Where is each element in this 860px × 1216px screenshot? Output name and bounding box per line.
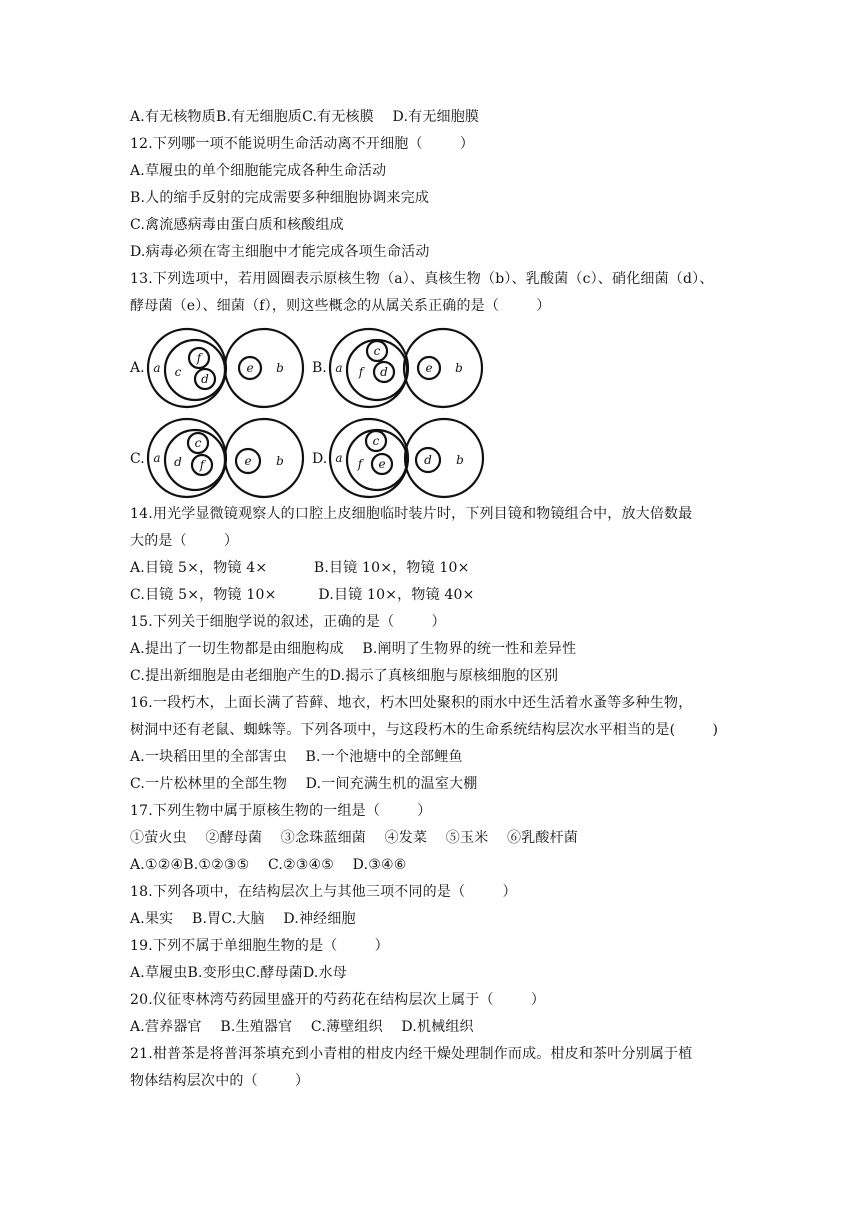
q14-stem-line1: 14.用光学显微镜观察人的口腔上皮细胞临时装片时，下列目镜和物镜组合中，放大倍数最 [130, 506, 693, 522]
label-outer: a [153, 361, 161, 375]
q13-option-b-diagram [312, 326, 502, 411]
label-right-outer: b [276, 454, 284, 468]
option-label: C. [130, 451, 145, 467]
label-outer: a [335, 361, 343, 375]
label-top: f [196, 351, 202, 365]
q13-diagram-options [130, 326, 510, 496]
q21-stem-line2: 物体结构层次中的（ ） [130, 1073, 310, 1089]
option-label: B. [312, 360, 327, 376]
q13-stem-line1: 13.下列选项中，若用圆圈表示原核生物（a）、真核生物（b）、乳酸菌（c）、硝化细菌（d）、 [130, 271, 714, 287]
q13-option-a-diagram [130, 326, 320, 411]
label-top: c [373, 344, 381, 358]
label-bottom: e [378, 457, 386, 471]
q17-stem: 17.下列生物中属于原核生物的一组是（ ） [130, 803, 432, 819]
q15-options-ab: A.提出了一切生物都是由细胞构成 B.阐明了生物界的统一性和差异性 [130, 641, 577, 657]
venn-diagram [130, 416, 320, 506]
label-right-inner: e [425, 361, 433, 375]
label-right-outer: b [276, 361, 284, 375]
q16-options-cd: C.一片松林里的全部生物 D.一间充满生机的温室大棚 [130, 776, 478, 792]
label-right-inner: e [246, 361, 254, 375]
q21-stem-line1: 21.柑普茶是将普洱茶填充到小青柑的柑皮内经干燥处理制作而成。柑皮和茶叶分别属于植 [130, 1046, 693, 1062]
label-mid: f [358, 365, 364, 379]
label-top: c [372, 434, 380, 448]
label-right-outer: b [456, 453, 464, 467]
q18-stem: 18.下列各项中，在结构层次上与其他三项不同的是（ ） [130, 884, 517, 900]
label-outer: a [153, 451, 161, 465]
q14-options-ab: A.目镜 5×，物镜 4× B.目镜 10×，物镜 10× [130, 560, 470, 576]
q17-options: A.①②④B.①②③⑤ C.②③④⑤ D.③④⑥ [130, 857, 407, 873]
q15-stem: 15.下列关于细胞学说的叙述，正确的是（ ） [130, 614, 446, 630]
q19-options: A.草履虫B.变形虫C.酵母菌D.水母 [130, 965, 347, 981]
q12-stem: 12.下列哪一项不能说明生命活动离不开细胞（ ） [130, 136, 475, 152]
label-mid: d [174, 455, 182, 469]
q12-option-a: A.草履虫的单个细胞能完成各种生命活动 [130, 163, 387, 179]
label-bottom: d [201, 372, 209, 386]
q16-stem-line1: 16.一段朽木，上面长满了苔藓、地衣，朽木凹处聚积的雨水中还生活着水蚤等多种生物， [130, 695, 693, 711]
label-top: c [194, 436, 202, 450]
q16-stem-line2: 树洞中还有老鼠、蜘蛛等。下列各项中，与这段朽木的生命系统结构层次水平相当的是( ) [130, 722, 719, 738]
q15-options-cd: C.提出新细胞是由老细胞产生的D.揭示了真核细胞与原核细胞的区别 [130, 668, 559, 684]
q20-options: A.营养器官 B.生殖器官 C.薄壁组织 D.机械组织 [130, 1019, 474, 1035]
q14-options-cd: C.目镜 5×，物镜 10× D.目镜 10×，物镜 40× [130, 587, 475, 603]
q13-option-c-diagram [130, 416, 320, 501]
label-right-outer: b [455, 361, 463, 375]
q12-option-d: D.病毒必须在寄主细胞中才能完成各项生命活动 [130, 244, 430, 260]
venn-diagram [312, 416, 502, 506]
q17-organism-list: ①萤火虫 ②酵母菌 ③念珠蓝细菌 ④发菜 ⑤玉米 ⑥乳酸杆菌 [130, 830, 579, 846]
q11-options: A.有无核物质B.有无细胞质C.有无核膜 D.有无细胞膜 [130, 109, 480, 125]
label-right-inner: e [244, 454, 252, 468]
q12-option-b: B.人的缩手反射的完成需要多种细胞协调来完成 [130, 190, 430, 206]
option-label: D. [312, 451, 328, 467]
label-mid: f [357, 457, 363, 471]
label-outer: a [335, 451, 343, 465]
q13-stem-line2: 酵母菌（e）、细菌（f），则这些概念的从属关系正确的是（ ） [130, 298, 551, 314]
q18-options: A.果实 B.胃C.大脑 D.神经细胞 [130, 911, 356, 927]
q13-option-d-diagram [312, 416, 502, 501]
q16-options-ab: A.一块稻田里的全部害虫 B.一个池塘中的全部鲤鱼 [130, 749, 463, 765]
q20-stem: 20.仪征枣林湾芍药园里盛开的芍药花在结构层次上属于（ ） [130, 992, 546, 1008]
label-bottom: f [199, 458, 205, 472]
label-bottom: d [380, 365, 388, 379]
option-label: A. [130, 360, 145, 376]
q12-option-c: C.禽流感病毒由蛋白质和核酸组成 [130, 217, 344, 233]
q19-stem: 19.下列不属于单细胞生物的是（ ） [130, 938, 389, 954]
label-mid: c [174, 365, 182, 379]
label-right-inner: d [424, 453, 432, 467]
venn-diagram [312, 326, 502, 416]
q14-stem-line2: 大的是（ ） [130, 533, 239, 549]
